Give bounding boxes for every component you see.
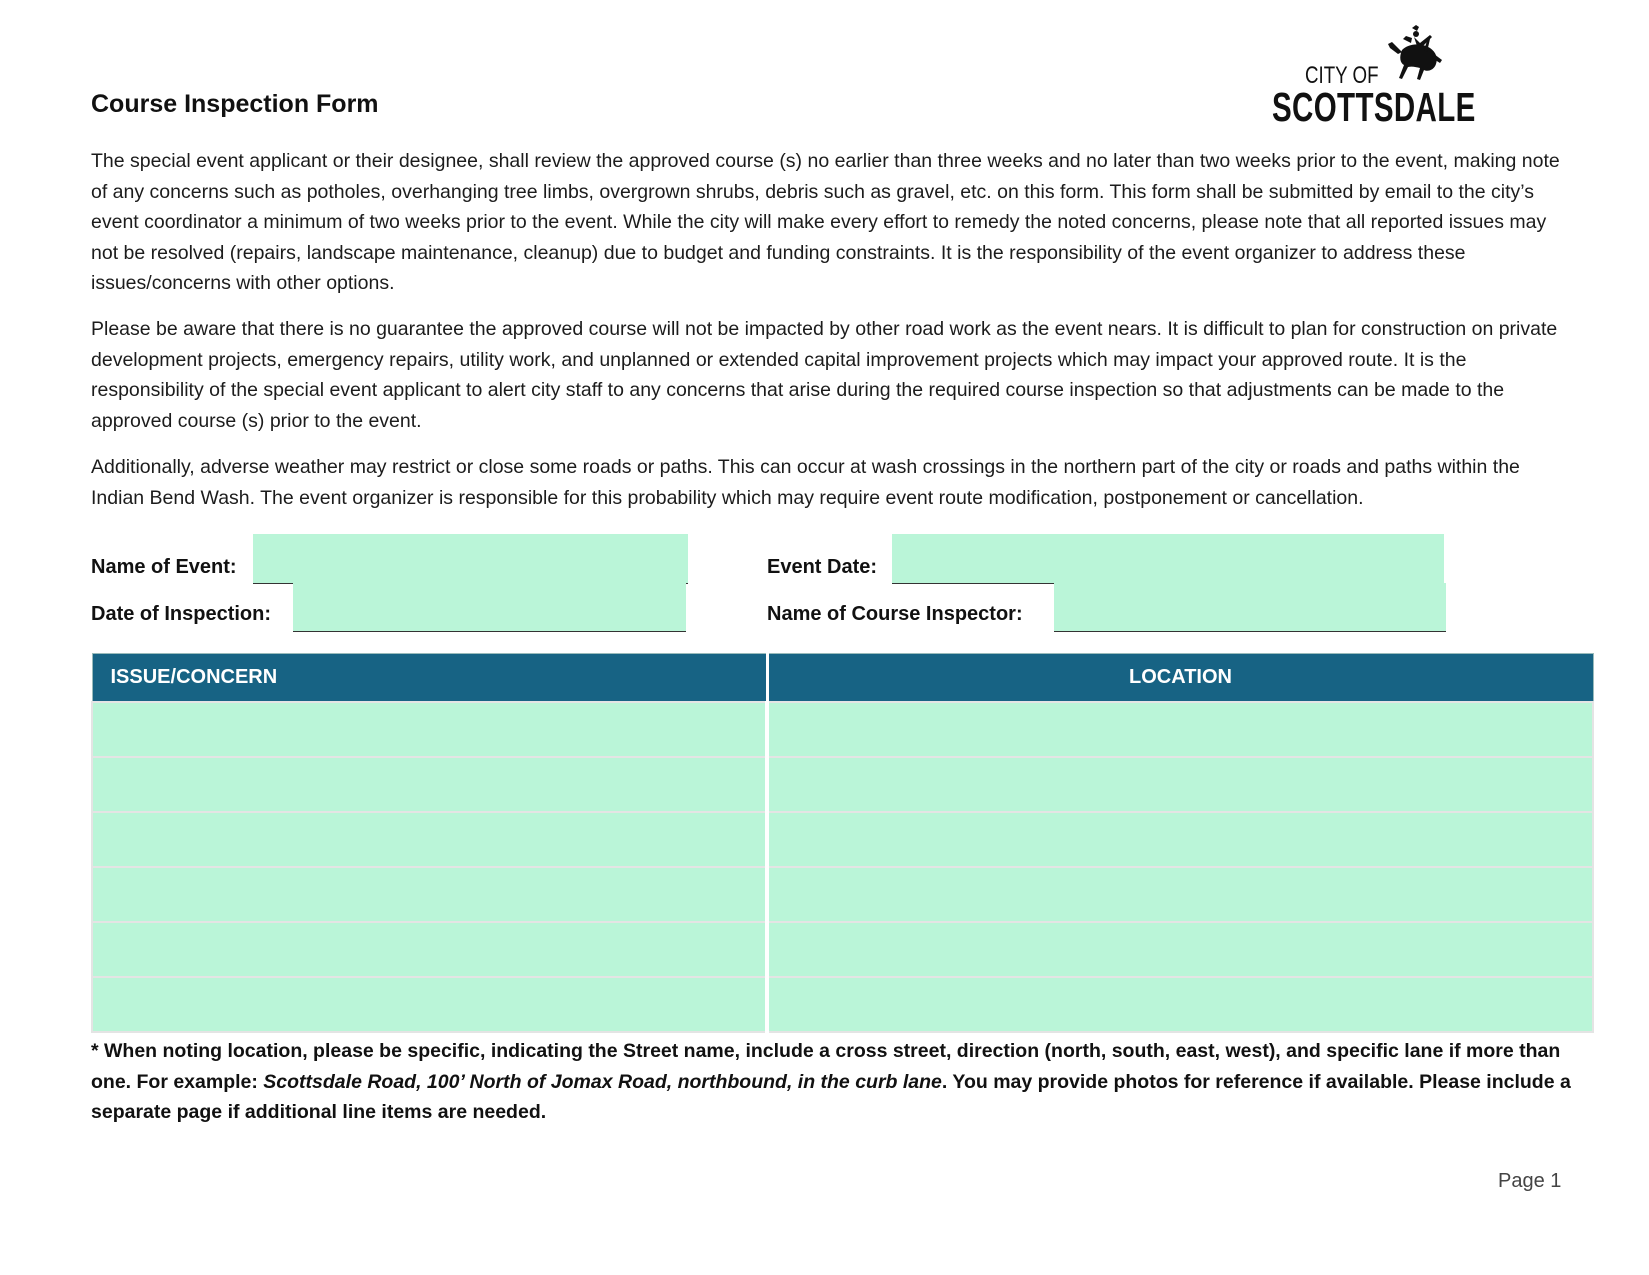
city-of-scottsdale-logo — [1270, 24, 1476, 130]
note-text-prefix: * When noting location, please be specific, indicating the Street name, include a cross street, direction (north, south, east, west), and specific lane if more than one. For example: — [91, 1040, 1561, 1093]
date-of-inspection-field[interactable] — [293, 583, 686, 632]
issue-cell[interactable] — [92, 702, 767, 757]
note-example-text: Scottsdale Road, 100’ North of Jomax Road, northbound, in the curb lane — [263, 1070, 942, 1093]
location-cell[interactable] — [767, 812, 1593, 867]
issues-table — [91, 653, 1594, 1033]
note-text-suffix: . You may provide photos for reference if available. Please include a separate page if additional line items are needed. — [91, 1070, 1571, 1123]
table-row — [92, 922, 1593, 977]
table-row — [92, 867, 1593, 922]
issue-cell[interactable] — [92, 812, 767, 867]
page-number: Page 1 — [1498, 1170, 1562, 1192]
issue-cell[interactable] — [92, 867, 767, 922]
cowboy-bronco-icon — [1372, 24, 1448, 86]
location-cell[interactable] — [767, 702, 1593, 757]
table-header-row — [92, 654, 1593, 702]
location-header: LOCATION — [767, 654, 1593, 702]
issue-cell[interactable] — [92, 977, 767, 1032]
location-cell[interactable] — [767, 977, 1593, 1032]
weather-paragraph: Additionally, adverse weather may restrict or close some roads or paths. This can occur at wash crossings in the northern part of the city or roads and paths within the Indian Bend Wash. The event organizer is responsible for this probability which may require event route modification, postponement or cancellation. — [91, 456, 1520, 509]
issue-concern-header: ISSUE/CONCERN — [92, 654, 767, 702]
location-cell[interactable] — [767, 922, 1593, 977]
logo-scottsdale-text: SCOTTSDALE — [1272, 84, 1476, 130]
course-inspector-field[interactable] — [1054, 583, 1446, 632]
roadwork-paragraph: Please be aware that there is no guarantee the approved course will not be impacted by other road work as the event nears. It is difficult to plan for construction on private development projects, emergency repairs, utility work, and unplanned or extended capital improvement projects which may impact your approved route. It is the responsibility of the special event applicant to alert city staff to any concerns that arise during the required course inspection so that adjustments can be made to the approved course (s) prior to the event. — [91, 318, 1558, 432]
table-row — [92, 977, 1593, 1032]
location-instructions-note — [91, 1036, 1581, 1128]
location-cell[interactable] — [767, 757, 1593, 812]
name-of-event-field[interactable] — [253, 534, 688, 584]
issue-cell[interactable] — [92, 757, 767, 812]
location-cell[interactable] — [767, 867, 1593, 922]
name-of-event-label: Name of Event: — [91, 556, 237, 578]
date-of-inspection-label: Date of Inspection: — [91, 603, 272, 625]
table-row — [92, 812, 1593, 867]
intro-paragraph: The special event applicant or their designee, shall review the approved course (s) no earlier than three weeks and no later than two weeks prior to the event, making note of any concerns such as potholes, overhanging tree limbs, overgrown shrubs, debris such as gravel, etc. on this form. This form shall be submitted by email to the city’s event coordinator a minimum of two weeks prior to the event. While the city will make every effort to remedy the noted concerns, please note that all reported issues may not be resolved (repairs, landscape maintenance, cleanup) due to budget and funding constraints. It is the responsibility of the event organizer to address these issues/concerns with other options. — [91, 150, 1560, 294]
page-title: Course Inspection Form — [91, 90, 379, 118]
issue-cell[interactable] — [92, 922, 767, 977]
table-row — [92, 757, 1593, 812]
table-row — [92, 702, 1593, 757]
event-date-field[interactable] — [892, 534, 1444, 584]
course-inspector-label: Name of Course Inspector: — [767, 603, 1023, 625]
event-date-label: Event Date: — [767, 556, 878, 578]
logo-city-of-text: CITY OF — [1305, 62, 1379, 89]
